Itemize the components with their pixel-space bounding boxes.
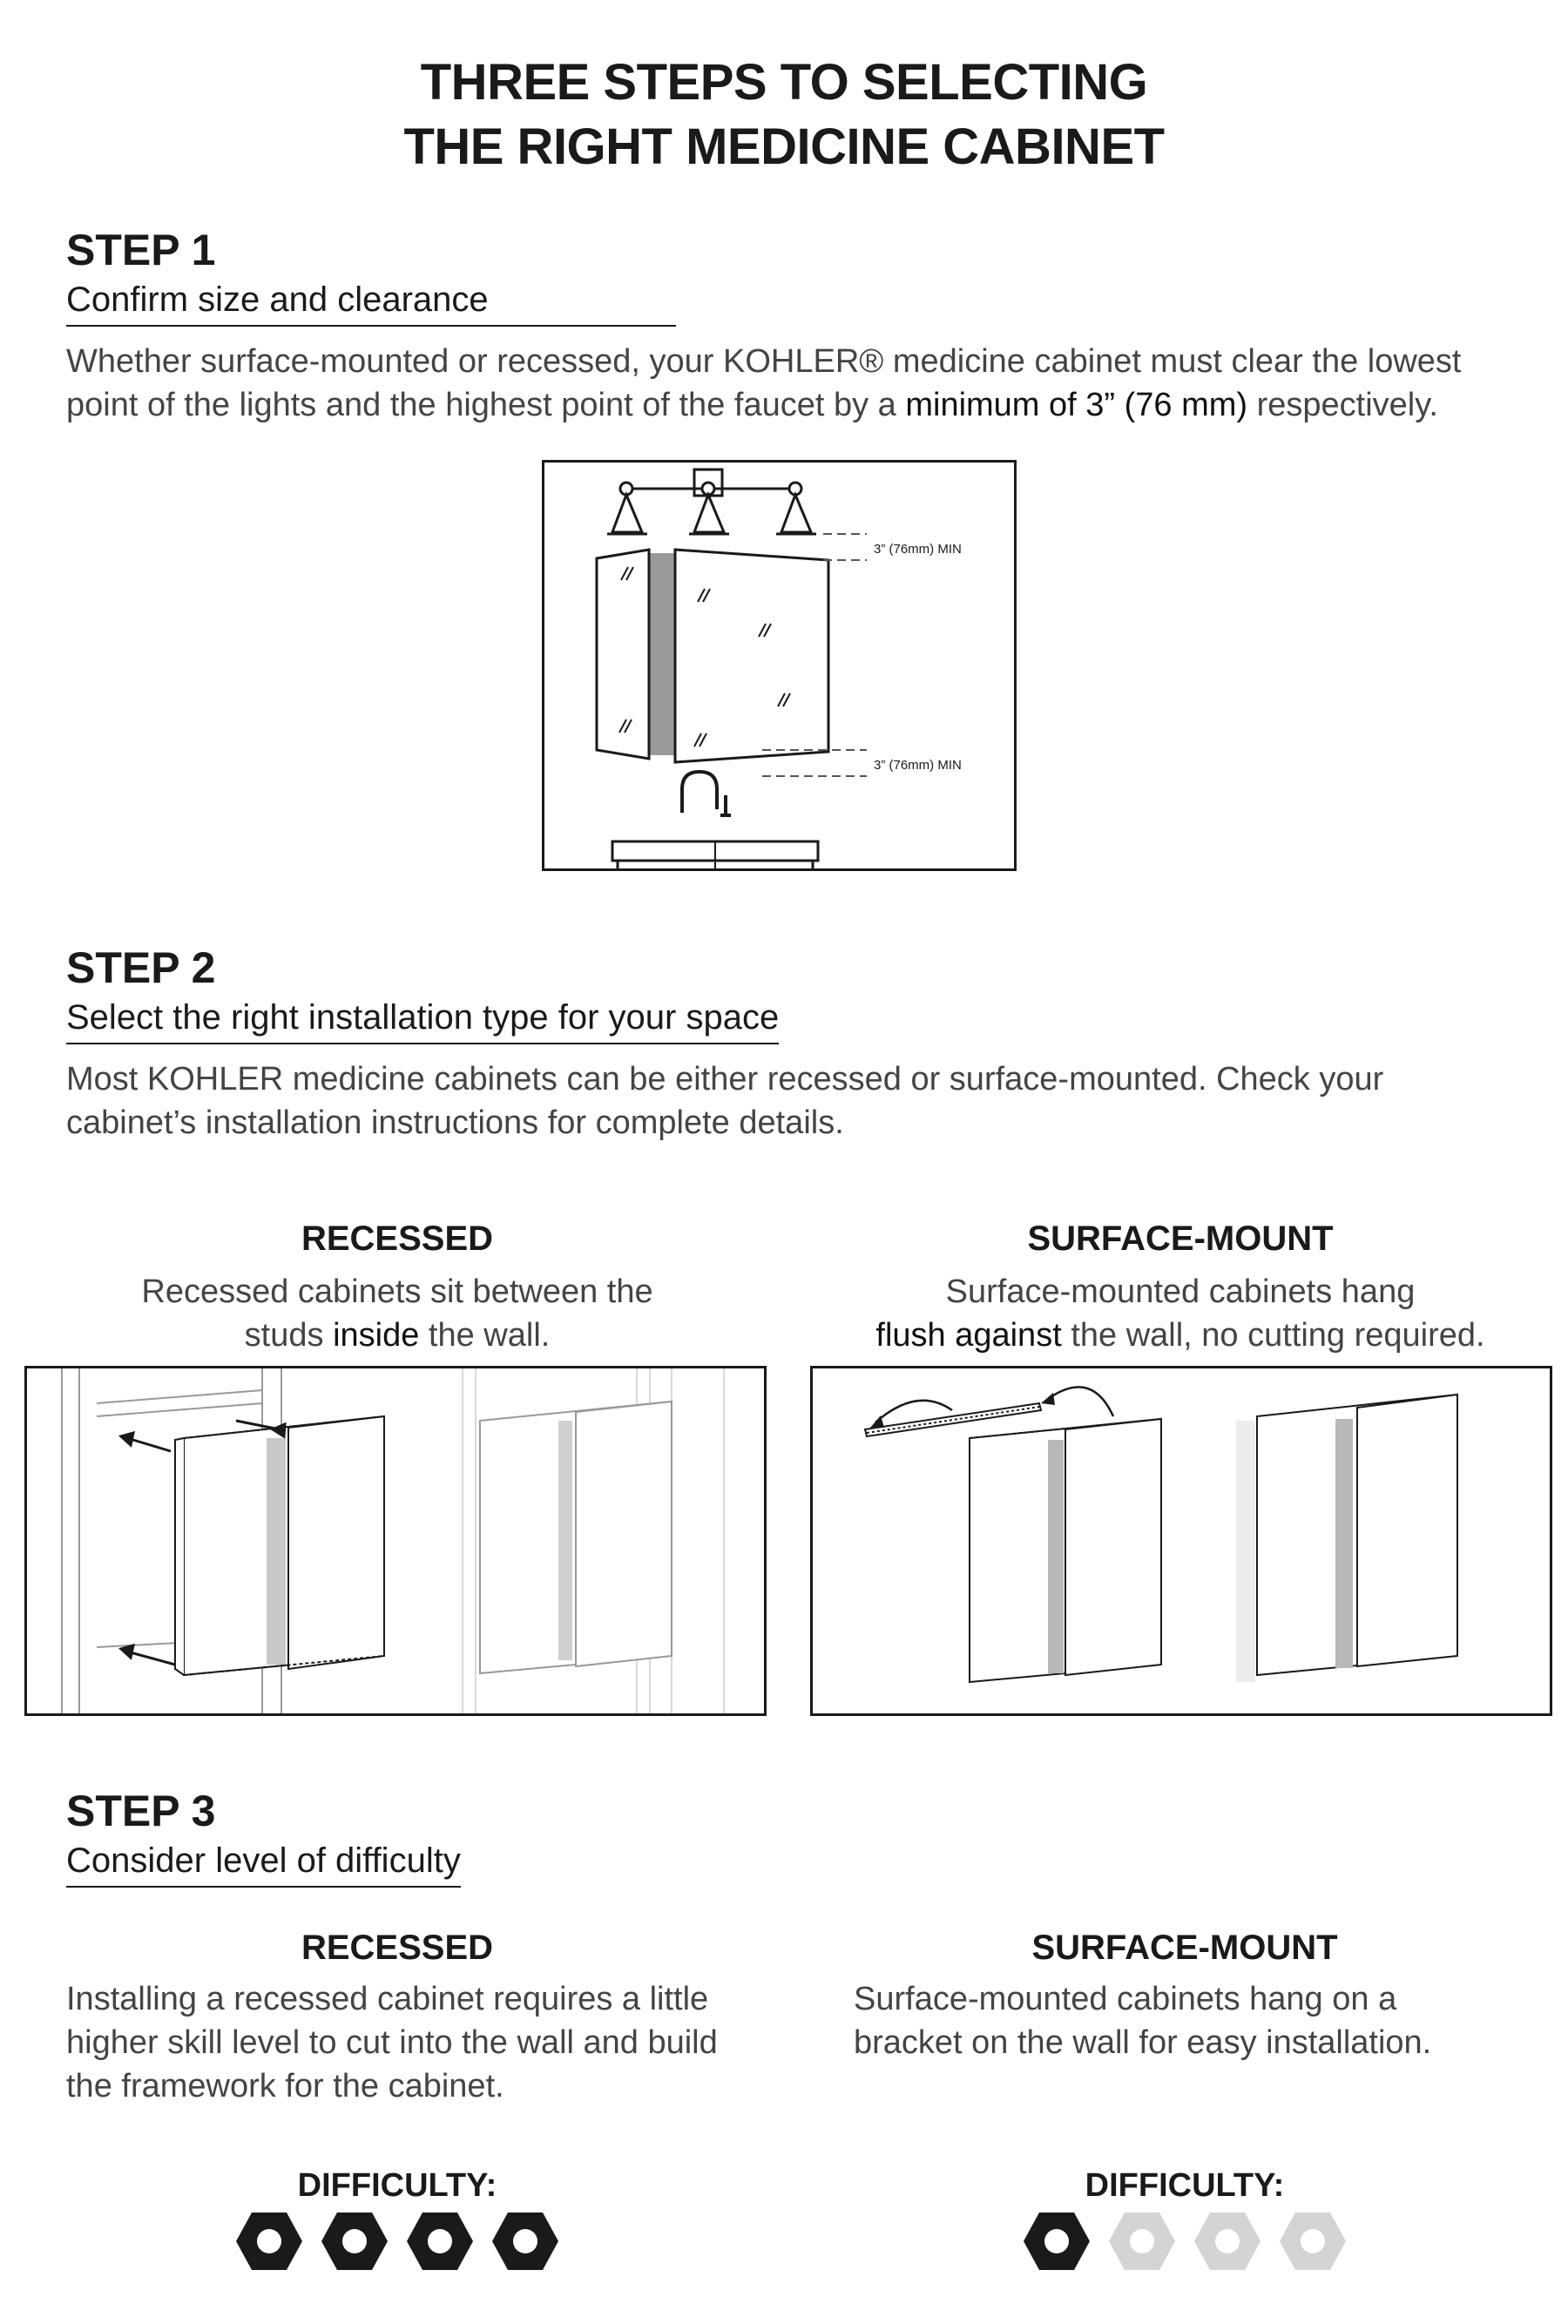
step1-body-bold: minimum of 3” (76 mm)	[905, 387, 1248, 423]
step1-subheading: Confirm size and clearance	[66, 280, 676, 327]
step2-recessed-line2-bold: inside	[333, 1317, 420, 1354]
hex-nut-icon-filled	[234, 2211, 304, 2272]
clearance-illustration	[544, 463, 1014, 868]
hex-nut-icon-filled	[490, 2211, 560, 2272]
clearance-diagram	[542, 460, 1017, 871]
surface-difficulty-rating	[854, 2211, 1516, 2276]
clearance-label-top: 3” (76mm) MIN	[874, 542, 962, 557]
surface-mount-illustration	[810, 1366, 1552, 1716]
step3-recessed-body: Installing a recessed cabinet requires a little higher skill level to cut into the wall and build the framework for the cabinet.	[66, 1981, 718, 2104]
hex-nut-icon-filled	[1022, 2211, 1092, 2272]
step2-surface-line2-post: the wall, no cutting required.	[1061, 1317, 1485, 1354]
step2-recessed-line2-pre: studs	[244, 1317, 334, 1354]
recessed-illustration-drawing	[27, 1368, 764, 1713]
step2-body: Most KOHLER medicine cabinets can be either recessed or surface-mounted. Check your cabinet’s installation instructions for complete details.	[66, 1061, 1384, 1141]
step2-surface-line2-bold: flush against	[875, 1317, 1062, 1354]
step3-recessed-heading: RECESSED	[301, 1929, 494, 1967]
hex-nut-icon-filled	[320, 2211, 389, 2272]
recessed-illustration	[24, 1366, 767, 1716]
step2-heading: STEP 2	[66, 943, 216, 992]
step1-body	[66, 340, 1530, 427]
step2-surface-line2	[810, 1314, 1551, 1357]
step2-subheading: Select the right installation type for your space	[66, 998, 779, 1044]
step1-body-pre: Whether surface-mounted or recessed, your KOHLER® medicine cabinet must clear the lowest point of the lights and the highest point of the faucet by a	[66, 343, 1462, 423]
step2-surface-line1: Surface-mounted cabinets hang	[945, 1273, 1416, 1310]
step2-surface-heading: SURFACE-MOUNT	[1027, 1219, 1334, 1258]
step2-recessed-line2-post: the wall.	[419, 1317, 551, 1354]
clearance-label-bottom: 3” (76mm) MIN	[874, 758, 962, 773]
step2-recessed-line1: Recessed cabinets sit between the	[141, 1273, 653, 1310]
step2-surface-text	[810, 1270, 1551, 1357]
hex-nut-icon-empty	[1278, 2211, 1348, 2272]
page-title	[0, 51, 1568, 179]
hex-nut-icon-empty	[1193, 2211, 1262, 2272]
page-title-line1: THREE STEPS TO SELECTING	[420, 54, 1148, 111]
step3-surface-heading: SURFACE-MOUNT	[1031, 1929, 1338, 1967]
hex-nut-icon-filled	[405, 2211, 475, 2272]
recessed-difficulty-label: DIFFICULTY:	[297, 2167, 497, 2204]
step2-recessed-text	[66, 1270, 728, 1357]
surface-mount-illustration-drawing	[813, 1368, 1550, 1713]
recessed-difficulty-rating	[66, 2211, 728, 2276]
hex-nut-icon-empty	[1107, 2211, 1177, 2272]
step3-subheading: Consider level of difficulty	[66, 1841, 461, 1888]
step3-heading: STEP 3	[66, 1787, 216, 1835]
step2-recessed-line2	[66, 1314, 728, 1357]
step2-recessed-heading: RECESSED	[301, 1219, 494, 1258]
page-title-line2: THE RIGHT MEDICINE CABINET	[403, 118, 1165, 175]
step3-surface-body: Surface-mounted cabinets hang on a bracket on the wall for easy installation.	[854, 1981, 1432, 2061]
step1-body-post: respectively.	[1247, 387, 1438, 423]
surface-difficulty-label: DIFFICULTY:	[1085, 2167, 1285, 2204]
step1-heading: STEP 1	[66, 226, 216, 274]
